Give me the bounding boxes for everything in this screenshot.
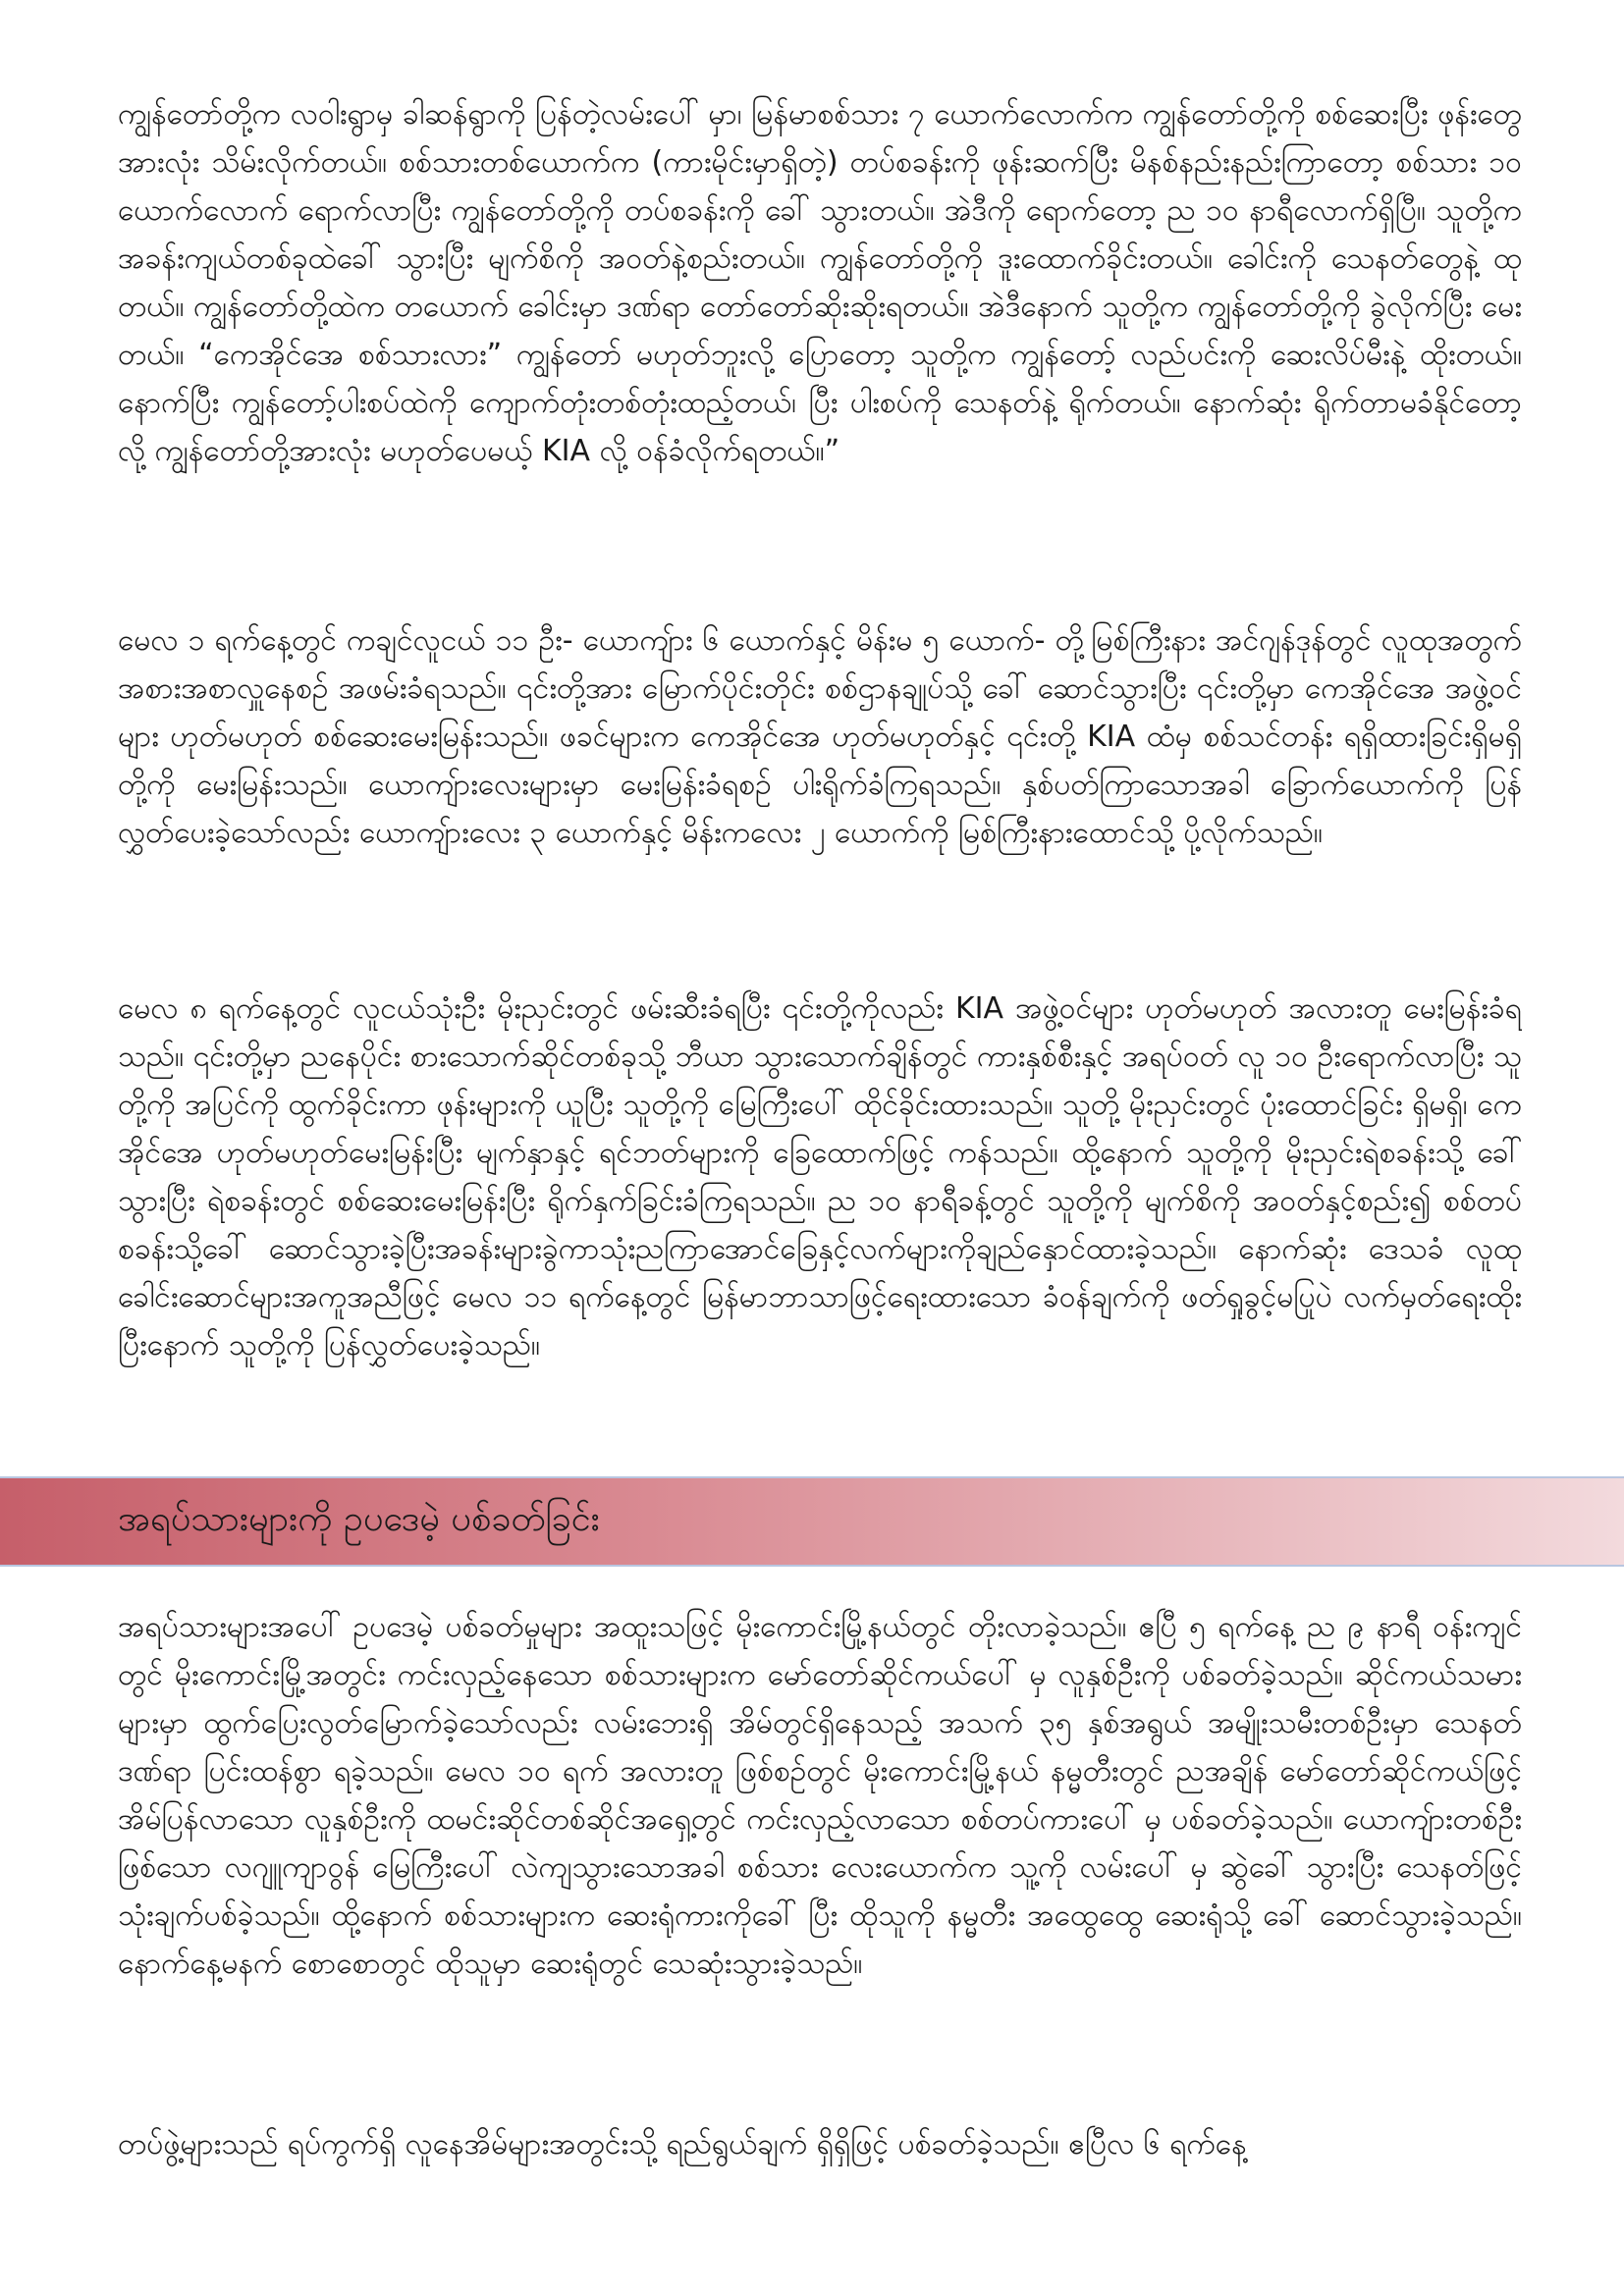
paragraph-may-8-arrests: မေလ ၈ ရက်နေ့တွင် လူငယ်သုံးဦး မိုးညှင်းတွင် ဖမ်းဆီးခံရပြီး ၎င်းတို့ကိုလည်း KIA အဖွဲ့ဝင်များ ဟုတ်မဟုတ် အလားတူ မေးမြန်းခံရသည်။ ၎င်းတို့မှာ ညနေပိုင်း စားသောက်ဆိုင်တစ်ခုသို့ ဘီယာ သွားသောက်ချိန်တွင် ကားနှစ်စီးနှင့် အရပ်ဝတ် လူ ၁၀ ဦးရောက်လာပြီး သူတို့ကို အပြင်ကို ထွက်ခိုင်းကာ ဖုန်းများကို ယူပြီး သူတို့ကို မြေကြီးပေါ် ထိုင်ခိုင်းထားသည်။ သူတို့ မိုးညှင်းတွင် ပုံးထောင်ခြင်း ရှိမရှိ၊ ကေအိုင်အေ ဟုတ်မဟုတ်မေးမြန်းပြီး မျက်နှာနှင့် ရင်ဘတ်များကို ခြေထောက်ဖြင့် ကန်သည်။ ထို့နောက် သူတို့ကို မိုးညှင်းရဲစခန်းသို့ ခေါ် သွားပြီး ရဲစခန်းတွင် စစ်ဆေးမေးမြန်းပြီး ရိုက်နှက်ခြင်းခံကြရသည်။ ည ၁၀ နာရီခန့်တွင် သူတို့ကို မျက်စိကို အဝတ်နှင့်စည်း၍ စစ်တပ်စခန်းသို့ခေါ် ဆောင်သွားခဲ့ပြီးအခန်းများခွဲကာသုံးညကြာအောင်ခြေနှင့်လက်များကိုချည်နှောင်ထားခဲ့သည်။ နောက်ဆုံး ဒေသခံ လူထုခေါင်းဆောင်များအကူအညီဖြင့် မေလ ၁၁ ရက်နေ့တွင် မြန်မာဘာသာဖြင့်ရေးထားသော ခံဝန်ချက်ကို ဖတ်ရှုခွင့်မပြုပဲ လက်မှတ်ရေးထိုးပြီးနောက် သူတို့ကို ပြန်လွှတ်ပေးခဲ့သည်။ bbox=[118, 991, 1522, 1362]
paragraph-testimony: ကျွန်တော်တို့က လဝါးရွာမှ ခါဆန်ရွာကို ပြန်တဲ့လမ်းပေါ် မှာ၊ မြန်မာစစ်သား ၇ ယောက်လောက်က ကျွန်တော်တို့ကို စစ်ဆေးပြီး ဖုန်းတွေအားလုံး သိမ်းလိုက်တယ်။ စစ်သားတစ်ယောက်က (ကားမိုင်းမှာရှိတဲ့) တပ်စခန်းကို ဖုန်းဆက်ပြီး မိနစ်နည်းနည်းကြာတော့ စစ်သား ၁၀ ယောက်လောက် ရောက်လာပြီး ကျွန်တော်တို့ကို တပ်စခန်းကို ခေါ် သွားတယ်။ အဲဒီကို ရောက်တော့ ည ၁၀ နာရီလောက်ရှိပြီ။ သူတို့က အခန်းကျယ်တစ်ခုထဲခေါ် သွားပြီး မျက်စိကို အဝတ်နဲ့စည်းတယ်။ ကျွန်တော်တို့ကို ဒူးထောက်ခိုင်းတယ်။ ခေါင်းကို သေနတ်တွေနဲ့ ထုတယ်။ ကျွန်တော်တို့ထဲက တယောက် ခေါင်းမှာ ဒဏ်ရာ တော်တော်ဆိုးဆိုးရတယ်။ အဲဒီနောက် သူတို့က ကျွန်တော်တို့ကို ခွဲလိုက်ပြီး မေးတယ်။ “ကေအိုင်အေ စစ်သားလား” ကျွန်တော် မဟုတ်ဘူးလို့ ပြောတော့ သူတို့က ကျွန်တော့် လည်ပင်းကို ဆေးလိပ်မီးနဲ့ ထိုးတယ်။ နောက်ပြီး ကျွန်တော့်ပါးစပ်ထဲကို ကျောက်တုံးတစ်တုံးထည့်တယ်၊ ပြီး ပါးစပ်ကို သေနတ်နဲ့ ရိုက်တယ်။ နောက်ဆုံး ရိုက်တာမခံနိုင်တော့လို့ ကျွန်တော်တို့အားလုံး မဟုတ်ပေမယ့် KIA လို့ ဝန်ခံလိုက်ရတယ်။” bbox=[118, 97, 1522, 468]
section-title: အရပ်သားများကို ဥပဒေမဲ့ ပစ်ခတ်ခြင်း bbox=[118, 1499, 600, 1539]
paragraph-continued: တပ်ဖွဲ့များသည် ရပ်ကွက်ရှိ လူနေအိမ်များအတွင်းသို့ ရည်ရွယ်ချက် ရှိရှိဖြင့် ပစ်ခတ်ခဲ့သည်။ ဧပြီလ ၆ ရက်နေ့ bbox=[118, 2127, 1247, 2162]
section-header-band bbox=[0, 1476, 1624, 1567]
paragraph-unlawful-shootings: အရပ်သားများအပေါ် ဥပဒေမဲ့ ပစ်ခတ်မှုများ အထူးသဖြင့် မိုးကောင်းမြို့နယ်တွင် တိုးလာခဲ့သည်။ ဧပြီ ၅ ရက်နေ့ ည ၉ နာရီ ဝန်းကျင်တွင် မိုးကောင်းမြို့အတွင်း ကင်းလှည့်နေသော စစ်သားများက မော်တော်ဆိုင်ကယ်ပေါ် မှ လူနှစ်ဦးကို ပစ်ခတ်ခဲ့သည်။ ဆိုင်ကယ်သမားများမှာ ထွက်ပြေးလွတ်မြောက်ခဲ့သော်လည်း လမ်းဘေးရှိ အိမ်တွင်ရှိနေသည့် အသက် ၃၅ နှစ်အရွယ် အမျိုးသမီးတစ်ဦးမှာ သေနတ်ဒဏ်ရာ ပြင်းထန်စွာ ရခဲ့သည်။ မေလ ၁၀ ရက် အလားတူ ဖြစ်စဉ်တွင် မိုးကောင်းမြို့နယ် နမ္မတီးတွင် ညအချိန် မော်တော်ဆိုင်ကယ်ဖြင့် အိမ်ပြန်လာသော လူနှစ်ဦးကို ထမင်းဆိုင်တစ်ဆိုင်အရှေ့တွင် ကင်းလှည့်လာသော စစ်တပ်ကားပေါ် မှ ပစ်ခတ်ခဲ့သည်။ ယောကျ်ားတစ်ဦးဖြစ်သော လဂျူကျာဝွန် မြေကြီးပေါ် လဲကျသွားသောအခါ စစ်သား လေးယောက်က သူ့ကို လမ်းပေါ် မှ ဆွဲခေါ် သွားပြီး သေနတ်ဖြင့် သုံးချက်ပစ်ခဲ့သည်။ ထို့နောက် စစ်သားများက ဆေးရုံကားကိုခေါ် ပြီး ထိုသူကို နမ္မတီး အထွေထွေ ဆေးရုံသို့ ခေါ် ဆောင်သွားခဲ့သည်။ နောက်နေ့မနက် စောစောတွင် ထိုသူမှာ ဆေးရုံတွင် သေဆုံးသွားခဲ့သည်။ bbox=[118, 1610, 1522, 1981]
paragraph-may-1-arrests: မေလ ၁ ရက်နေ့တွင် ကချင်လူငယ် ၁၁ ဦး- ယောကျ်ား ၆ ယောက်နှင့် မိန်းမ ၅ ယောက်- တို့မြစ်ကြီးနား အင်ဂျန်ဒုန်တွင် လူထုအတွက် အစားအစာလှူနေစဉ် အဖမ်းခံရသည်။ ၎င်းတို့အား မြောက်ပိုင်းတိုင်း စစ်ဌာနချုပ်သို့ ခေါ် ဆောင်သွားပြီး ၎င်းတို့မှာ ကေအိုင်အေ အဖွဲ့ဝင်များ ဟုတ်မဟုတ် စစ်ဆေးမေးမြန်းသည်။ ဖခင်များက ကေအိုင်အေ ဟုတ်မဟုတ်နှင့် ၎င်းတို့ KIA ထံမှ စစ်သင်တန်း ရရှိထားခြင်းရှိမရှိ တို့ကို မေးမြန်းသည်။ ယောကျ်ားလေးများမှာ မေးမြန်းခံရစဉ် ပါးရိုက်ခံကြရသည်။ နှစ်ပတ်ကြာသောအခါ ခြောက်ယောက်ကို ပြန်လွှတ်ပေးခဲ့သော်လည်း ယောကျ်ားလေး ၃ ယောက်နှင့် မိန်းကလေး ၂ ယောက်ကို မြစ်ကြီးနားထောင်သို့ ပို့လိုက်သည်။ bbox=[118, 623, 1522, 850]
